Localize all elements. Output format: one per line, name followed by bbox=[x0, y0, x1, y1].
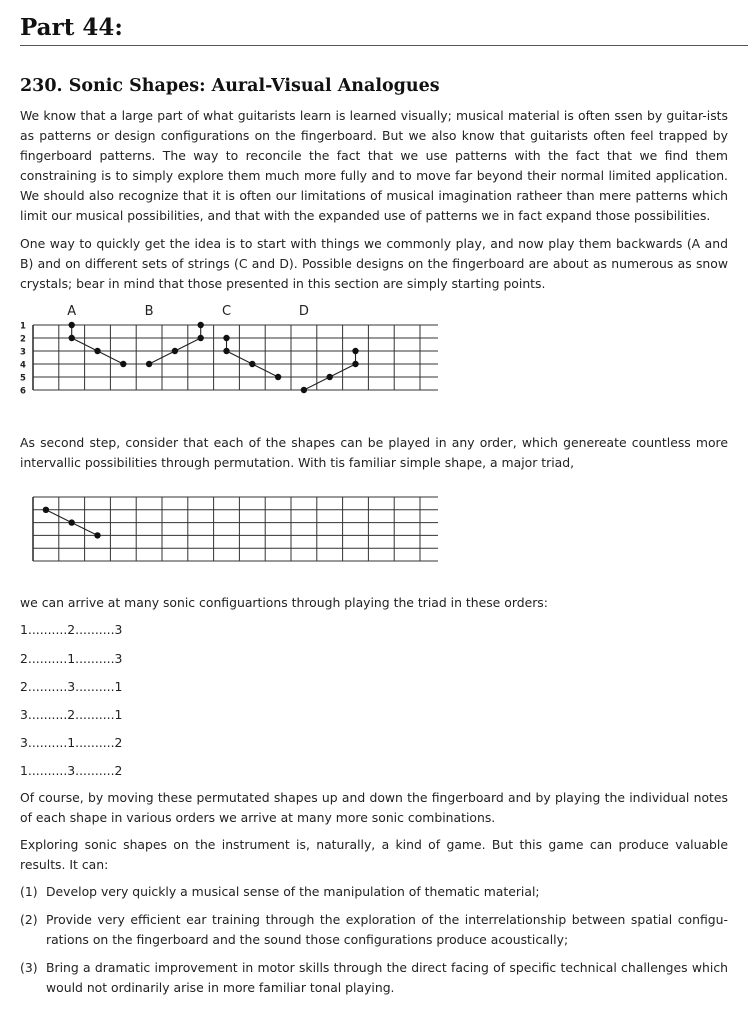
paragraph-permutation: As second step, consider that each of the shapes can be played in any order, which genereate countless more intervallic possibilities through permutation. With tis familiar simple shape, a major triad, bbox=[20, 435, 728, 470]
shape-label: A bbox=[67, 304, 77, 319]
string-number: 6 bbox=[20, 386, 26, 396]
d1-note-dot bbox=[223, 348, 229, 354]
d2-note-dot bbox=[94, 532, 100, 538]
d1-note-dot bbox=[198, 335, 204, 341]
shape-label: D bbox=[298, 304, 309, 319]
d1-shape-line bbox=[72, 325, 124, 364]
shape-label: B bbox=[144, 304, 154, 319]
string-number: 5 bbox=[20, 373, 26, 384]
string-number: 4 bbox=[20, 360, 26, 371]
d1-note-dot bbox=[352, 361, 358, 367]
section-title: 230. Sonic Shapes: Aural-Visual Analogues bbox=[20, 76, 440, 96]
permutation-line: 1..........2..........3 bbox=[20, 622, 123, 637]
list-item-number: (1) bbox=[20, 884, 38, 899]
d1-shape-line bbox=[149, 325, 201, 364]
d1-note-dot bbox=[198, 322, 204, 328]
fingerboard-diagram-shapes bbox=[18, 300, 438, 396]
d1-note-dot bbox=[94, 348, 100, 354]
paragraph-configurations: we can arrive at many sonic configuartions through playing the triad in these orders: bbox=[20, 595, 548, 610]
permutation-line: 2..........3..........1 bbox=[20, 679, 123, 694]
part-title: Part 44: bbox=[20, 14, 123, 41]
d1-note-dot bbox=[69, 335, 75, 341]
string-number: 1 bbox=[20, 321, 26, 332]
list-item bbox=[20, 882, 728, 902]
string-number: 3 bbox=[20, 347, 26, 358]
list-item-text: Bring a dramatic improvement in motor skills through the direct facing of specific technical challenges which would not ordinarily arise in more familiar tonal playing. bbox=[46, 960, 728, 995]
d1-note-dot bbox=[120, 361, 126, 367]
d1-note-dot bbox=[275, 374, 281, 380]
list-item-text: Develop very quickly a musical sense of the manipulation of thematic material; bbox=[46, 884, 540, 899]
paragraph-game: Exploring sonic shapes on the instrument is, naturally, a kind of game. But this game can produce valuable results. It can: bbox=[20, 837, 728, 872]
permutation-line: 1..........3..........2 bbox=[20, 763, 123, 778]
list-item bbox=[20, 910, 728, 950]
paragraph-moving-shapes: Of course, by moving these permutated shapes up and down the fingerboard and by playing the individual notes of each shape in various orders we arrive at many more sonic combinations. bbox=[20, 790, 728, 825]
d2-note-dot bbox=[43, 507, 49, 513]
shape-label: C bbox=[221, 304, 232, 319]
d1-note-dot bbox=[249, 361, 255, 367]
d1-shape-line bbox=[227, 338, 279, 377]
list-item-number: (3) bbox=[20, 960, 38, 975]
fingerboard-diagram-triad bbox=[18, 492, 438, 566]
permutation-line: 3..........1..........2 bbox=[20, 735, 123, 750]
header-rule bbox=[20, 45, 748, 46]
list-item-number: (2) bbox=[20, 912, 38, 927]
d1-note-dot bbox=[146, 361, 152, 367]
list-item-text: Provide very efficient ear training through the exploration of the interrelationship between spatial configu-rations on the fingerboard and the sound those configurations produce acoustically; bbox=[46, 912, 728, 947]
d1-note-dot bbox=[223, 335, 229, 341]
d1-shape-line bbox=[304, 351, 356, 390]
d1-note-dot bbox=[352, 348, 358, 354]
string-number: 2 bbox=[20, 334, 26, 345]
paragraph-backwards: One way to quickly get the idea is to start with things we commonly play, and now play them backwards (A and B) and on different sets of strings (C and D). Possible designs on the fingerboard are about as numerous as snow crystals; bear in mind that those presented in this section are simply starting points. bbox=[20, 236, 728, 291]
paragraph-intro: We know that a large part of what guitarists learn is learned visually; musical material is often ssen by guitar-ists as patterns or design configurations on the fingerboard. But we also know that guitarists often feel trapped by fingerboard patterns. The way to reconcile the fact that we use patterns with the fact that we find them constraining is to simply explore them much more fully and to move far beyond their normal limited application. We should also recognize that it is often our limitations of musical imagination ratheer than mere patterns which limit our musical possibilities, and that with the expanded use of patterns we in fact expand those possibilities. bbox=[20, 108, 728, 223]
permutation-line: 3..........2..........1 bbox=[20, 707, 123, 722]
d2-note-dot bbox=[69, 519, 75, 525]
d1-note-dot bbox=[327, 374, 333, 380]
permutation-line: 2..........1..........3 bbox=[20, 651, 123, 666]
d1-note-dot bbox=[69, 322, 75, 328]
d1-note-dot bbox=[301, 387, 307, 393]
d1-note-dot bbox=[172, 348, 178, 354]
list-item bbox=[20, 958, 728, 998]
